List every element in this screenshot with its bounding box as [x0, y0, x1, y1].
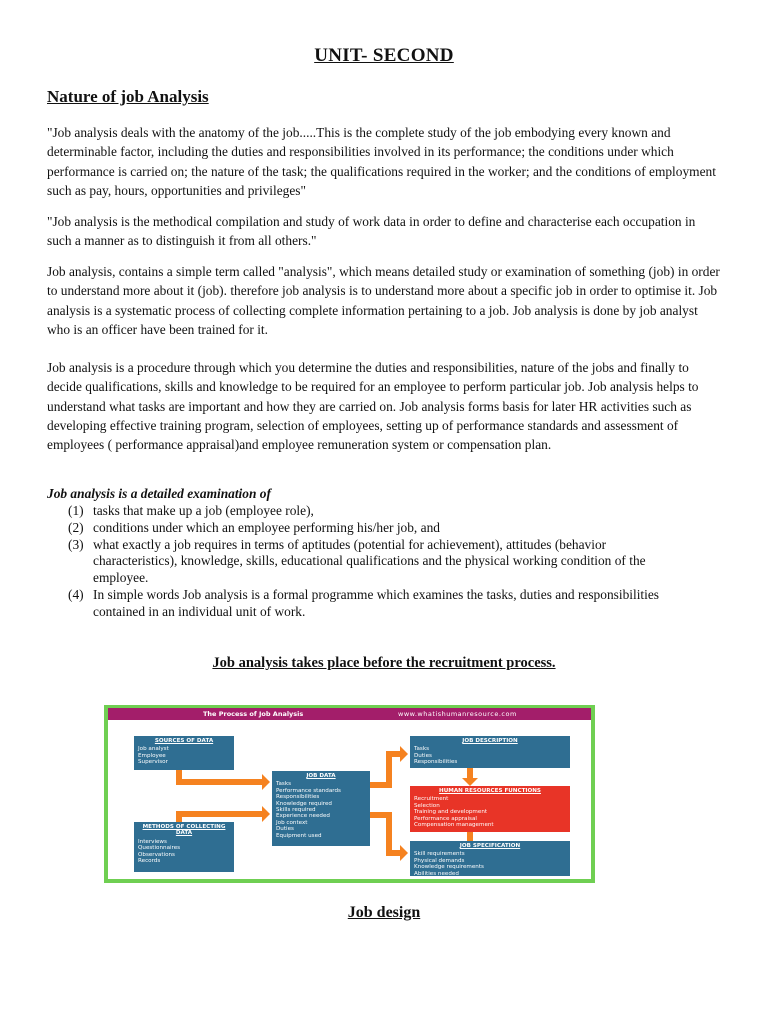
arrow-desc-right: [386, 751, 400, 757]
list-item: [68, 520, 678, 537]
job-specification-box: [410, 841, 570, 876]
job-data-item: Responsibilities: [276, 794, 320, 801]
methods-item: Observations: [138, 851, 175, 858]
hr-functions-item: Training and development: [414, 809, 488, 816]
job-description-item: Responsibilities: [414, 759, 458, 766]
arrow-desc-head: [400, 746, 408, 762]
arrow-spec-down: [386, 812, 392, 856]
job-data-heading: JOB DATA: [306, 773, 336, 779]
methods-heading: METHODS OF COLLECTING DATA: [142, 824, 226, 837]
sources-item: Job analyst: [138, 746, 169, 753]
job-data-item: Skills required: [276, 807, 316, 814]
list-text: conditions under which an employee performing his/her job, and: [93, 519, 440, 535]
list-text: tasks that make up a job (employee role),: [93, 503, 314, 518]
job-data-item: Experience needed: [276, 813, 330, 820]
page-title: UNIT- SECOND: [314, 45, 454, 66]
job-data-box: [272, 771, 370, 846]
hr-functions-heading: HUMAN RESOURCES FUNCTIONS: [439, 788, 541, 794]
hr-functions-item: Compensation management: [414, 822, 494, 829]
diagram-url: www.whatishumanresource.com: [398, 710, 517, 718]
list-number: (2): [68, 519, 84, 535]
job-specification-item: Knowledge requirements: [414, 864, 484, 871]
job-data-item: Performance standards: [276, 787, 341, 794]
job-specification-heading: JOB SPECIFICATION: [459, 843, 521, 849]
list-number: (4): [68, 586, 84, 602]
paragraph-definition-2: "Job analysis is the methodical compilation and study of work data in order to define and characterise each occupation in such a manner as to distinguish it from all others.": [47, 214, 696, 249]
job-description-heading: JOB DESCRIPTION: [462, 738, 518, 744]
diagram-title: The Process of Job Analysis: [203, 710, 304, 718]
list-number: (3): [68, 536, 84, 552]
sources-heading: SOURCES OF DATA: [154, 738, 214, 744]
paragraph-definition-1: "Job analysis deals with the anatomy of the job.....This is the complete study of the job embodying every known and determinable factor, including the duties and responsibilities involved in its performance; the conditions under which performance is carried on; the nature of the task; the qualifications required in the worker; and the conditions of employment such as pay, hours, opportunities and privileges": [47, 125, 716, 198]
hr-functions-item: Recruitment: [414, 796, 449, 803]
job-specification-item: Physical demands: [414, 857, 465, 864]
arrow-sources-right: [176, 779, 262, 785]
sources-item: Supervisor: [138, 759, 168, 766]
job-description-item: Duties: [414, 752, 432, 759]
methods-item: Questionnaires: [138, 845, 181, 852]
hr-functions-item: Selection: [414, 802, 440, 809]
methods-item: Interviews: [138, 838, 167, 845]
sources-of-data-box: [134, 736, 234, 770]
arrow-methods-head: [262, 806, 270, 822]
list-item: [68, 503, 678, 520]
hr-functions-box: [410, 786, 570, 832]
list-item: [68, 587, 678, 621]
diagram-canvas: [108, 708, 591, 879]
paragraph-procedure: Job analysis is a procedure through which you determine the duties and responsibilities, nature of the jobs and finally to decide qualifications, skills and knowledge to be required for an employee to perform particular job. Job analysis helps to understand what tasks are important and how they are carried on. Job analysis forms basis for later HR activities such as developing effective training program, selection of employees, setting up of performance standards and assessment of employees ( performance appraisal)and employee remuneration system or compensation plan.: [47, 360, 699, 453]
arrow-spec-right: [386, 850, 400, 856]
job-data-item: Duties: [276, 826, 294, 833]
arrow-spec-head: [400, 845, 408, 861]
job-specification-item: Abilities needed: [414, 870, 459, 877]
list-text: what exactly a job requires in terms of aptitudes (potential for achievement), attitudes (behavior characteristics), knowledge, skills, educational qualifications and the physical working condition of the employee.: [93, 536, 646, 586]
list-text: In simple words Job analysis is a formal programme which examines the tasks, duties and responsibilities contained in an individual unit of work.: [93, 586, 660, 619]
section-heading: Nature of job Analysis: [47, 87, 209, 106]
job-data-item: Knowledge required: [276, 800, 332, 807]
job-data-item: Tasks: [276, 781, 291, 788]
job-data-item: Equipment used: [276, 832, 322, 839]
list-item: [68, 537, 678, 587]
hr-functions-item: Performance appraisal: [414, 815, 477, 822]
job-analysis-process-diagram: [104, 705, 595, 883]
methods-item: Records: [138, 858, 161, 865]
job-data-item: Job context: [276, 819, 308, 826]
arrow-methods-right: [176, 811, 262, 817]
job-description-item: Tasks: [414, 746, 429, 753]
list-number: (1): [68, 503, 84, 518]
arrow-sources-head: [262, 774, 270, 790]
arrow-desc-hr-head: [462, 778, 478, 786]
methods-of-collecting-data-box: [134, 822, 234, 872]
paragraph-analysis-meaning: Job analysis, contains a simple term called "analysis", which means detailed study or examination of something (job) in order to understand more about it (job). therefore job analysis is to understand more about a specific job in order to optimise it. Job analysis is a systematic process of collecting complete information pertaining to a job. Job analysis is done by job analyst who is an officer have been trained for it.: [47, 264, 720, 337]
examination-list: [68, 503, 678, 621]
job-description-box: [410, 736, 570, 768]
job-design-heading: Job design: [347, 904, 421, 921]
recruitment-heading: Job analysis takes place before the recruitment process.: [212, 655, 556, 671]
job-specification-item: Skill requirements: [414, 851, 465, 858]
sources-item: Employee: [138, 752, 166, 759]
list-heading: Job analysis is a detailed examination of: [47, 486, 271, 501]
